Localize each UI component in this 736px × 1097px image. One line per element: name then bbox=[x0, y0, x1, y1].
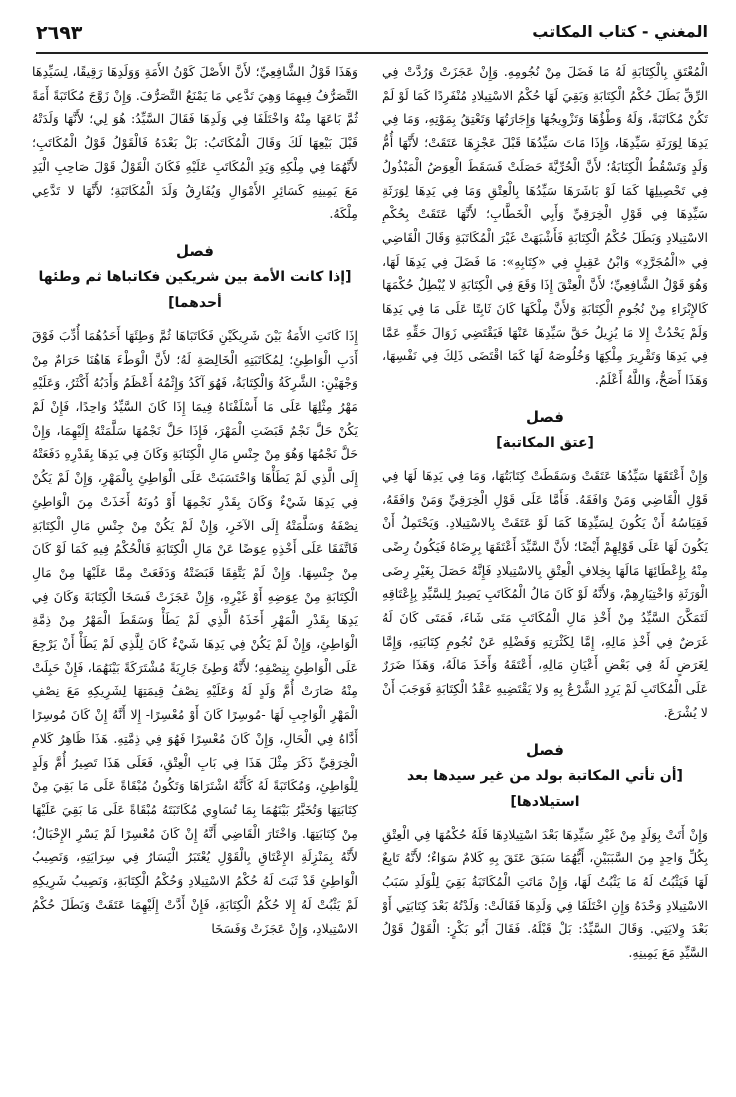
spacer bbox=[32, 226, 358, 238]
spacer bbox=[32, 316, 358, 324]
page-header bbox=[36, 22, 708, 46]
spacer bbox=[382, 815, 708, 823]
spacer bbox=[382, 456, 708, 464]
section-heading: فصل bbox=[526, 407, 564, 426]
paragraph: إِذَا كَانَتِ الأَمَةُ بَيْنَ شَرِيكَيْنِ فَكَاتَبَاهَا ثُمَّ وَطِئَهَا أَحَدُهُمَا أُدِّبَ فَوْقَ أَدَبِ الْوَاطِئِ؛ لِمُكَاتَبَتِهِ الْخَالِصَةِ لَهُ؛ لأَنَّ الْوَطْءَ هَاهُنَا حَرَامٌ مِنْ وَجْهَيْنِ: الشَّرِكَةُ وَالْكِتَابَةُ، فَهُوَ آكَدُ وَإِثْمُهُ أَعْظَمُ وَأَدَبُهُ أَكْثَرُ، وَعَلَيْهِ مَهْرُ مِثْلِهَا عَلَى مَا أَسْلَفْنَاهُ فِيمَا إِذَا كَانَ السَّيِّدُ وَاحِدًا، فَإِنْ لَمْ يَكُنْ حَلَّ نَجْمٌ قَبَضَتِ الْمَهْرَ، فَإِذَا حَلَّ نَجْمُهَا سَلَّمَتْهُ إِلَيْهِمَا، وَإِنْ حَلَّ نَجْمُهَا وَهُوَ مِنْ جِنْسِ مَالِ الْكِتَابَةِ وَكَانَ فِي يَدِهَا بِقَدْرِهِ دَفَعَتْهُ إِلَى الَّذِي لَمْ يَطَأْهَا وَاحْتَسَبَتْ عَلَى الْوَاطِئِ بِالْمَهْرِ، وَإِنْ لَمْ يَكُنْ فِي يَدِهَا شَيْءٌ وَكَانَ بِقَدْرِ نَجْمِهَا أَوْ دُونَهُ أَخَذَتْ مِنَ الْوَاطِئِ نِصْفَهُ وَسَلَّمَتْهُ إِلَى الآخَرِ، وَإِنْ لَمْ يَكُنْ مِنْ جِنْسِ مَالِ الْكِتَابَةِ فَاتَّفَقَا عَلَى أَخْذِهِ عِوَضًا عَنْ مَالِ الْكِتَابَةِ فَالْحُكْمُ فِيهِ كَمَا لَوْ كَانَ مِنْ جِنْسِهَا. وَإِنْ لَمْ يَتَّفِقَا قَبَضَتْهُ وَدَفَعَتْ مِمَّا عَلَيْهَا مِنْ مَالِ الْكِتَابَةِ مِنْ عِوَضِهِ أَوْ غَيْرِهِ، وَإِنْ عَجَزَتْ فَسَخَا الْكِتَابَةَ وَكَانَ فِي يَدِهَا بِقَدْرِ الْمَهْرِ أَخَذَهُ الَّذِي لَمْ يَطَأْ وَسَقَطَ الْمَهْرُ مِنْ ذِمَّةِ الْوَاطِئِ، وَإِنْ لَمْ يَكُنْ فِي يَدِهَا شَيْءٌ كَانَ لِلَّذِي لَمْ يَطَأْ أَنْ يَرْجِعَ عَلَى الْوَاطِئِ بِنِصْفِهِ؛ لأَنَّهُ وَطِئَ جَارِيَةً مُشْتَرَكَةً بَيْنَهُمَا، فَإِنْ حَبِلَتْ مِنْهُ صَارَتْ أُمَّ وَلَدٍ لَهُ وَعَلَيْهِ نِصْفُ قِيمَتِهَا لِشَرِيكِهِ مَعَ نِصْفِ الْمَهْرِ الْوَاجِبِ لَهَا -مُوسِرًا كَانَ أَوْ مُعْسِرًا- إِلا أَنَّهُ إِنْ كَانَ مُوسِرًا أَدَّاهُ فِي الْحَالِ، وَإِنْ كَانَ مُعْسِرًا فَهُوَ فِي ذِمَّتِهِ. هَذَا ظَاهِرُ كَلامِ الْخِرَقِيِّ ذَكَرَ مِثْلَ هَذَا فِي بَابِ الْعِتْقِ، فَعَلَى هَذَا تَصِيرُ أُمَّ وَلَدٍ لِلْوَاطِئِ، وَمُكَاتَبَةً لَهُ كَأَنَّهُ اشْتَرَاهَا وَتَكُونُ مُبْقَاةً عَلَى مَا بَقِيَ مِنْ كِتَابَتِهَا وَتُخَيَّرُ بَيْنَهُمَا بِمَا تُسَاوِي مُكَاتَبَتَهُ مُبْقَاةً عَلَى مَا بَقِيَ عَلَيْهَا مِنْ كِتَابَتِهَا. وَاخْتَارَ الْقَاضِي أَنَّهُ إِنْ كَانَ مُعْسِرًا لَمْ يَسْرِ الإِحْبَالُ؛ لأَنَّهُ بِمَنْزِلَةِ الإِعْتَاقِ بِالْقَوْلِ يُعْتَبَرُ الْيَسَارُ فِي سِرَايَتِهِ، وَنَصِيبُ الْوَاطِئِ قَدْ ثَبَتَ لَهُ حُكْمُ الاسْتِيلادِ وَحُكْمُ الْكِتَابَةِ، وَنَصِيبُ شَرِيكِهِ لَمْ يَثْبُتْ لَهُ إِلا حُكْمُ الْكِتَابَةِ، فَإِنْ أَدَّتْ إِلَيْهِمَا عَتَقَتْ وَبَطَلَ حُكْمُ الاسْتِيلادِ، وَإِنْ عَجَزَتْ وَفَسَخَا bbox=[32, 327, 358, 936]
left-column bbox=[32, 60, 358, 1080]
paragraph: وَهَذَا قَوْلُ الشَّافِعِيِّ؛ لأَنَّ الأَصْلَ كَوْنُ الأَمَةِ وَوَلَدِهَا رَقِيقًا، لِسَيِّدِهَا التَّصَرُّفُ فِيهِمَا وَهِيَ تَدَّعِي مَا يَمْنَعُ التَّصَرُّفَ. وَإِنْ زَوَّجَ مُكَاتَبَةً أَمَةً ثُمَّ بَاعَهَا مِنْهُ وَاخْتَلَفَا فِي وَلَدِهَا فَقَالَ السَّيِّدُ: هُوَ لِي؛ لأَنَّهَا وَلَدَتْهُ قَبْلَ بَيْعِهَا لَكَ وَقَالَ الْمُكَاتَبُ: بَلْ بَعْدَهُ فَالْقَوْلُ قَوْلُ الْمُكَاتَبِ؛ لأَنَّهُمَا فِي مِلْكِهِ وَيَدِ الْمُكَاتَبِ عَلَيْهِ فَكَانَ الْقَوْلُ قَوْلَ صَاحِبِ الْيَدِ مَعَ يَمِينِهِ كَسَائِرِ الأَمْوَالِ وَيُفَارِقُ وَلَدَ الْمُكَاتَبَةِ؛ لأَنَّهَا لا تَدَّعِي مِلْكَهُ. bbox=[32, 64, 358, 222]
section-title: [إذا كانت الأمة بين شريكين فكاتباها ثم وطئها أحدهما] bbox=[38, 268, 352, 311]
section-heading: فصل bbox=[176, 241, 214, 260]
book-title: المغني - كتاب المكاتب bbox=[532, 22, 708, 41]
section-title: [أن تأتي المكاتبة بولد من غير سيدها بعد استيلادها] bbox=[407, 767, 683, 810]
right-column bbox=[382, 60, 708, 1080]
paragraph: وَإِنْ أَتَتْ بِوَلَدٍ مِنْ غَيْرِ سَيِّدِهَا بَعْدَ اسْتِيلادِهَا فَلَهُ حُكْمُهَا فِي الْعِتْقِ بِكُلِّ وَاحِدٍ مِنَ السَّبَبَيْنِ، أَيُّهُمَا سَبَقَ عَتَقَ بِهِ كَلامٌ سَوَاءٌ؛ لأَنَّهُ تَابِعٌ لَهَا فَيَثْبُتُ لَهُ مَا يَثْبُتُ لَهَا، وَإِنْ مَاتَتِ الْمُكَاتَبَةُ بَقِيَ لِلْوَلَدِ سَبَبُ الاسْتِيلادِ وَحْدَهُ وَإِنِ اخْتَلَفَا فِي وَلَدِهَا فَقَالَتْ: وَلَدْتُهُ بَعْدَ كِتَابَتِي أَوْ بَعْدَ وِلايَتِي. وَقَالَ السَّيِّدُ: بَلْ قَبْلَهُ. فَقَالَ أَبُو بَكْرٍ: الْقَوْلُ قَوْلُ السَّيِّدِ مَعَ يَمِينِهِ. bbox=[382, 826, 708, 961]
page-number: ٢٦٩٣ bbox=[36, 22, 83, 44]
spacer bbox=[382, 392, 708, 404]
section-title: [عتق المكاتبة] bbox=[496, 434, 594, 451]
section-heading: فصل bbox=[526, 740, 564, 759]
header-rule bbox=[36, 52, 708, 54]
paragraph: وَإِنْ أَعْتَقَهَا سَيِّدُهَا عَتَقَتْ وَسَقَطَتْ كِتَابَتُهَا، وَمَا فِي يَدِهَا لَهَا فِي قَوْلِ الْقَاضِي وَمَنْ وَافَقَهُ. فَأَمَّا عَلَى قَوْلِ الْخِرَقِيِّ وَمَنْ وَافَقَهُ، فَقِيَاسُهُ أَنْ يَكُونَ لِسَيِّدِهَا كَمَا لَوْ عَتَقَتْ بِالاسْتِيلادِ. وَيَحْتَمِلُ أَنْ يَكُونَ لَهَا عَلَى قَوْلِهِمْ أَيْضًا؛ لأَنَّ السَّيِّدَ أَعْتَقَهَا بِرِضَاهُ فَيَكُونُ رِضًى مِنْهُ بِإِعْطَائِهَا مَالَهَا بِخِلافِ الْعِتْقِ بِالاسْتِيلادِ فَإِنَّهُ حَصَلَ بِغَيْرِ رِضَى الْوَرَثَةِ وَاخْتِيَارِهِمْ، وَلأَنَّهُ لَوْ كَانَ مَالُ الْمُكَاتَبِ يَصِيرُ لِلسَّيِّدِ بِإِعْتَاقِهِ لَتَمَكَّنَ السَّيِّدُ مِنْ أَخْذِ مَالِ الْمُكَاتَبِ مَتَى شَاءَ، فَمَتَى كَانَ لَهُ غَرَضٌ فِي أَخْذِ مَالِهِ، إِمَّا لِكَثْرَتِهِ وَفَضْلِهِ عَنْ نُجُومِ كِتَابَتِهِ، وَإِمَّا لِغَرَضٍ لَهُ فِي بَعْضِ أَعْيَانِ مَالِهِ، أَعْتَقَهُ وَأَخَذَ مَالَهُ، وَهَذَا ضَرَرٌ عَلَى الْمُكَاتَبِ لَمْ يَرِدِ الشَّرْعُ بِهِ وَلا يَقْتَضِيهِ عَقْدُ الْكِتَابَةِ فَوَجَبَ أَنْ لا يُشْرَعَ. bbox=[382, 467, 708, 720]
paragraph: الْمُعْتَقِ بِالْكِتَابَةِ لَهُ مَا فَضَلَ مِنْ نُجُومِهِ. وَإِنْ عَجَزَتْ وَرُدَّتْ فِي الرِّقِّ بَطَلَ حُكْمُ الْكِتَابَةِ وَبَقِيَ لَهَا حُكْمُ الاسْتِيلادِ مُنْفَرِدًا كَمَا لَوْ لَمْ تَكُنْ مُكَاتَبَةً، وَلَهُ وَطْؤُهَا وَتَزْوِيجُهَا وَإِجَارَتُهَا وَتَعْتِقُ بِمَوْتِهِ، وَمَا فِي يَدِهَا لِوَرَثَةِ سَيِّدِهَا، وَإِذَا مَاتَ سَيِّدُهَا قَبْلَ عَجْزِهَا عَتَقَتْ؛ لأَنَّهَا أُمُّ وَلَدٍ وَتَسْقُطُ الْكِتَابَةُ؛ لأَنَّ الْحُرِّيَّةَ حَصَلَتْ فَسَقَطَ الْعِوَضُ الْمَبْذُولُ فِي تَحْصِيلِهَا كَمَا لَوْ بَاشَرَهَا سَيِّدُهَا بِالْعِتْقِ وَمَا فِي يَدِهَا لِوَرَثَةِ سَيِّدِهَا فِي قَوْلِ الْخِرَقِيِّ وَأَبِي الْخَطَّابِ؛ لأَنَّهَا عَتَقَتْ بِحُكْمِ الاسْتِيلادِ وَبَطَلَ حُكْمُ الْكِتَابَةِ فَأَشْبَهَتْ غَيْرَ الْمُكَاتَبَةِ وَقَالَ الْقَاضِي فِي «الْمُجَرَّدِ» وَابْنُ عَقِيلٍ فِي «كِتَابِهِ»: مَا فَضَلَ فِي يَدِهَا لَهَا، وَهُوَ قَوْلُ الشَّافِعِيِّ؛ لأَنَّ الْعِتْقَ إِذَا وَقَعَ فِي الْكِتَابَةِ لا يُبْطِلُ حُكْمَهَا كَالإِبْرَاءِ مِنْ نُجُومِ الْكِتَابَةِ وَلأَنَّ مِلْكَهَا كَانَ ثَابِتًا عَلَى مَا فِي يَدِهَا وَلَمْ يَحْدُثْ إِلا مَا يُزِيلُ حَقَّ سَيِّدِهَا عَنْهَا فَيَقْتَضِي زَوَالَ حَقِّهِ عَمَّا فِي يَدِهَا وَتَقْرِيرَ مِلْكِهَا وَخُلُوصَهُ لَهَا كَمَا اقْتَضَى ذَلِكَ فِي نَفْسِهَا، وَهَذَا أَصَحُّ، وَاللَّهُ أَعْلَمُ. bbox=[382, 64, 708, 388]
spacer bbox=[382, 725, 708, 737]
